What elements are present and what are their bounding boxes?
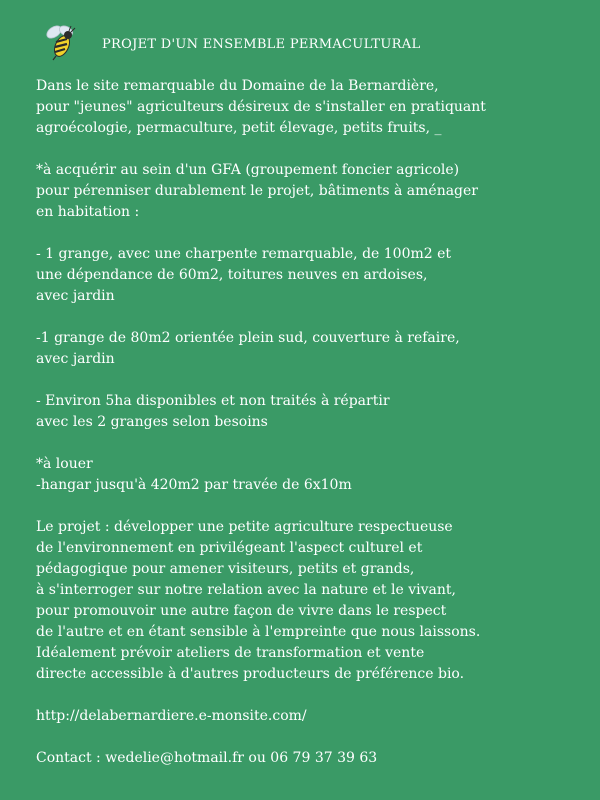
website-url: http://delabernardiere.e-monsite.com/ — [36, 708, 307, 724]
contact-block — [36, 748, 592, 769]
text-line: avec jardin — [36, 288, 115, 304]
text-line: agroécologie, permaculture, petit élevage, petits fruits, _ — [36, 120, 442, 136]
paragraph-grange-2 — [36, 328, 592, 370]
text-line: avec jardin — [36, 351, 115, 367]
paragraph-land — [36, 391, 592, 433]
text-line: Idéalement prévoir ateliers de transformation et vente — [36, 645, 425, 661]
text-line: pour pérenniser durablement le projet, bâtiments à aménager — [36, 183, 478, 199]
text-line: *à acquérir au sein d'un GFA (groupement foncier agricole) — [36, 162, 460, 178]
text-line: directe accessible à d'autres producteurs de préférence bio. — [36, 666, 465, 682]
text-line: - 1 grange, avec une charpente remarquable, de 100m2 et — [36, 246, 452, 262]
text-line: de l'autre et en étant sensible à l'empreinte que nous laissons. — [36, 624, 481, 640]
text-line: pédagogique pour amener visiteurs, petits et grands, — [36, 561, 415, 577]
text-line: Le projet : développer une petite agriculture respectueuse — [36, 519, 453, 535]
text-line: *à louer — [36, 456, 93, 472]
text-line: de l'environnement en privilégeant l'aspect culturel et — [36, 540, 423, 556]
text-line: une dépendance de 60m2, toitures neuves en ardoises, — [36, 267, 428, 283]
paragraph-acquire — [36, 160, 592, 223]
page-title: PROJET D'UN ENSEMBLE PERMACULTURAL — [102, 37, 421, 52]
paragraph-project — [36, 517, 592, 685]
paragraph-grange-1 — [36, 244, 592, 307]
text-line: pour "jeunes" agriculteurs désireux de s'installer en pratiquant — [36, 99, 486, 115]
paragraph-intro — [36, 76, 592, 139]
text-line: à s'interroger sur notre relation avec la nature et le vivant, — [36, 582, 456, 598]
bee-icon — [44, 22, 80, 62]
contact-info: Contact : wedelie@hotmail.fr ou 06 79 37 39 63 — [36, 750, 378, 766]
header — [0, 0, 600, 70]
text-line: pour promouvoir une autre façon de vivre dans le respect — [36, 603, 447, 619]
body-text — [36, 76, 592, 790]
website-block — [36, 706, 592, 727]
text-line: avec les 2 granges selon besoins — [36, 414, 268, 430]
text-line: Dans le site remarquable du Domaine de la Bernardière, — [36, 78, 439, 94]
text-line: -1 grange de 80m2 orientée plein sud, couverture à refaire, — [36, 330, 460, 346]
text-line: en habitation : — [36, 204, 140, 220]
text-line: -hangar jusqu'à 420m2 par travée de 6x10m — [36, 477, 352, 493]
paragraph-rent — [36, 454, 592, 496]
text-line: - Environ 5ha disponibles et non traités à répartir — [36, 393, 390, 409]
